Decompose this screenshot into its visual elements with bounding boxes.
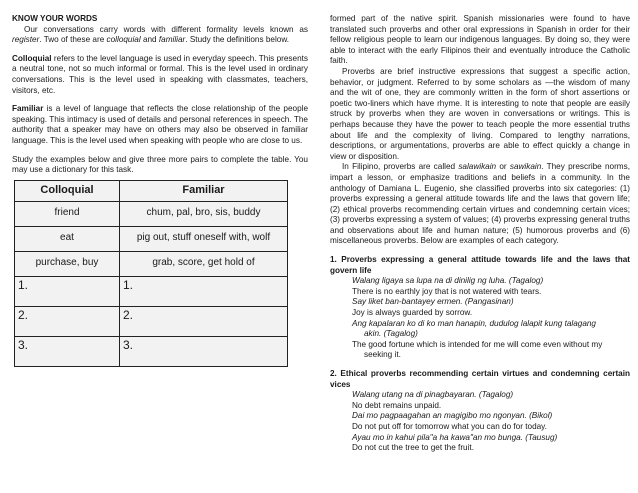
- proverb-line: seeking it.: [364, 350, 401, 360]
- blank-cell: 1.: [15, 276, 120, 306]
- proverb-line: Walang ligaya sa lupa na di dinilig ng luha. (Tagalog): [352, 276, 544, 286]
- table-cell: chum, pal, bro, sis, buddy: [120, 201, 288, 226]
- colloquial-term: Colloquial: [12, 53, 52, 63]
- left-column: [12, 14, 308, 367]
- right-column: [330, 14, 630, 454]
- table-cell: eat: [15, 226, 120, 251]
- table-cell: friend: [15, 201, 120, 226]
- table-cell: purchase, buy: [15, 251, 120, 276]
- table-row: [15, 306, 288, 336]
- table-row: [15, 336, 288, 366]
- paragraph-2: Proverbs are brief instructive expressions that suggest a specific action, behavior, or judgment. Referred to by some scholars as —the wisdom of many and the wit of one, they are commonly written in the form of short assertions or poetic two-liners which have rhyme. It is interesting to note that people are easily struck by proverbs when they are woven in conversations or writings. This is perhaps because they have the power to teach people the more essential truths about life and the complexity of living. Compared to lengthy narrations, descriptions, or argumentations, proverbs are able to effect quickly a change in view or disposition.: [330, 66, 630, 161]
- table-row: [15, 226, 288, 251]
- table-cell: grab, score, get hold of: [120, 251, 288, 276]
- proverb-line: Do not put off for tomorrow what you can do for today.: [352, 421, 547, 431]
- blank-cell: 3.: [15, 336, 120, 366]
- proverb-line: Dai mo pagpaagahan an magigibo mo ngonyan. (Bikol): [352, 411, 553, 421]
- category-1-examples: [330, 276, 630, 361]
- proverb-line: Do not cut the tree to get the fruit.: [352, 443, 474, 453]
- proverb-line: Ayau mo in kahui pila"a ha kawa"an mo bunga. (Tausug): [352, 432, 558, 442]
- category-1-title: 1. Proverbs expressing a general attitude towards life and the laws that govern life: [330, 255, 630, 275]
- paragraph-1: formed part of the native spirit. Spanish missionaries were found to have translated such proverbs and other oral expressions in Spanish in order for their fellow religious people to learn our indigenous languages. By doing so, they were able to interact with the early Filipinos their and eventually introduce the Catholic faith.: [330, 14, 630, 66]
- section-heading: KNOW YOUR WORDS: [12, 14, 98, 23]
- proverb-line: No debt remains unpaid.: [352, 400, 442, 410]
- blank-cell: 2.: [120, 306, 288, 336]
- category-2-title: 2. Ethical proverbs recommending certain virtues and condemning certain vices: [330, 369, 630, 389]
- header-familiar: Familiar: [120, 180, 288, 201]
- familiar-definition: Familiar is a level of language that reflects the close relationship of the people speaking. This intimacy is used of details and personal references in speech. The authority that a speaker may have on others may also be observed in familiar language. This is the level used when speaking with people who are close to us.: [12, 104, 308, 145]
- familiar-term: Familiar: [12, 104, 44, 114]
- intro-paragraph: Our conversations carry words with different formality levels known as register. Two of these are colloquial and familiar. Study the definitions below.: [12, 24, 308, 45]
- table-header-row: [15, 180, 288, 201]
- proverb-line: Ang kapalaran ko di ko man hanapin, dudulog lalapit kung talagang: [352, 318, 596, 328]
- proverb-line: Say liket ban-bantayey ermen. (Pangasinan): [352, 297, 514, 307]
- table-row: [15, 201, 288, 226]
- category-2-examples: [330, 390, 630, 454]
- vocabulary-table: [14, 180, 288, 367]
- table-row: [15, 251, 288, 276]
- table-instruction: Study the examples below and give three more pairs to complete the table. You may use a dictionary for this task.: [12, 154, 308, 175]
- blank-cell: 3.: [120, 336, 288, 366]
- proverb-line: There is no earthly joy that is not watered with tears.: [352, 286, 542, 296]
- proverb-line: akin. (Tagalog): [364, 329, 418, 339]
- blank-cell: 1.: [120, 276, 288, 306]
- paragraph-3: In Filipino, proverbs are called salawikain or sawikain. They prescribe norms, impart a lesson, or emphasize traditions and beliefs in a community. In the anthology of Damiana L. Eugenio, she classified proverbs into six categories: (1) proverbs expressing a general attitude towards life and the laws that govern life; (2) ethical proverbs recommending certain virtues and condemning certain vices; (3) proverbs expressing a system of values; (4) proverbs expressing general truths and observations about life and human nature; (5) humorous proverbs and (6) miscellaneous proverbs. Below are examples of each category.: [330, 162, 630, 246]
- proverb-line: Walang utang na di pinagbayaran. (Tagalog): [352, 390, 514, 400]
- proverb-line: The good fortune which is intended for me will come even without my: [352, 339, 603, 349]
- table-cell: pig out, stuff oneself with, wolf: [120, 226, 288, 251]
- blank-cell: 2.: [15, 306, 120, 336]
- proverb-line: Joy is always guarded by sorrow.: [352, 308, 473, 318]
- colloquial-definition: Colloquial refers to the level language is used in everyday speech. This presents a neutral tone, not so much informal or formal. This is the level used in ordinary conversations. This is the level used in speaking with classmates, teachers, visitors, etc.: [12, 53, 308, 95]
- header-colloquial: Colloquial: [15, 180, 120, 201]
- table-row: [15, 276, 288, 306]
